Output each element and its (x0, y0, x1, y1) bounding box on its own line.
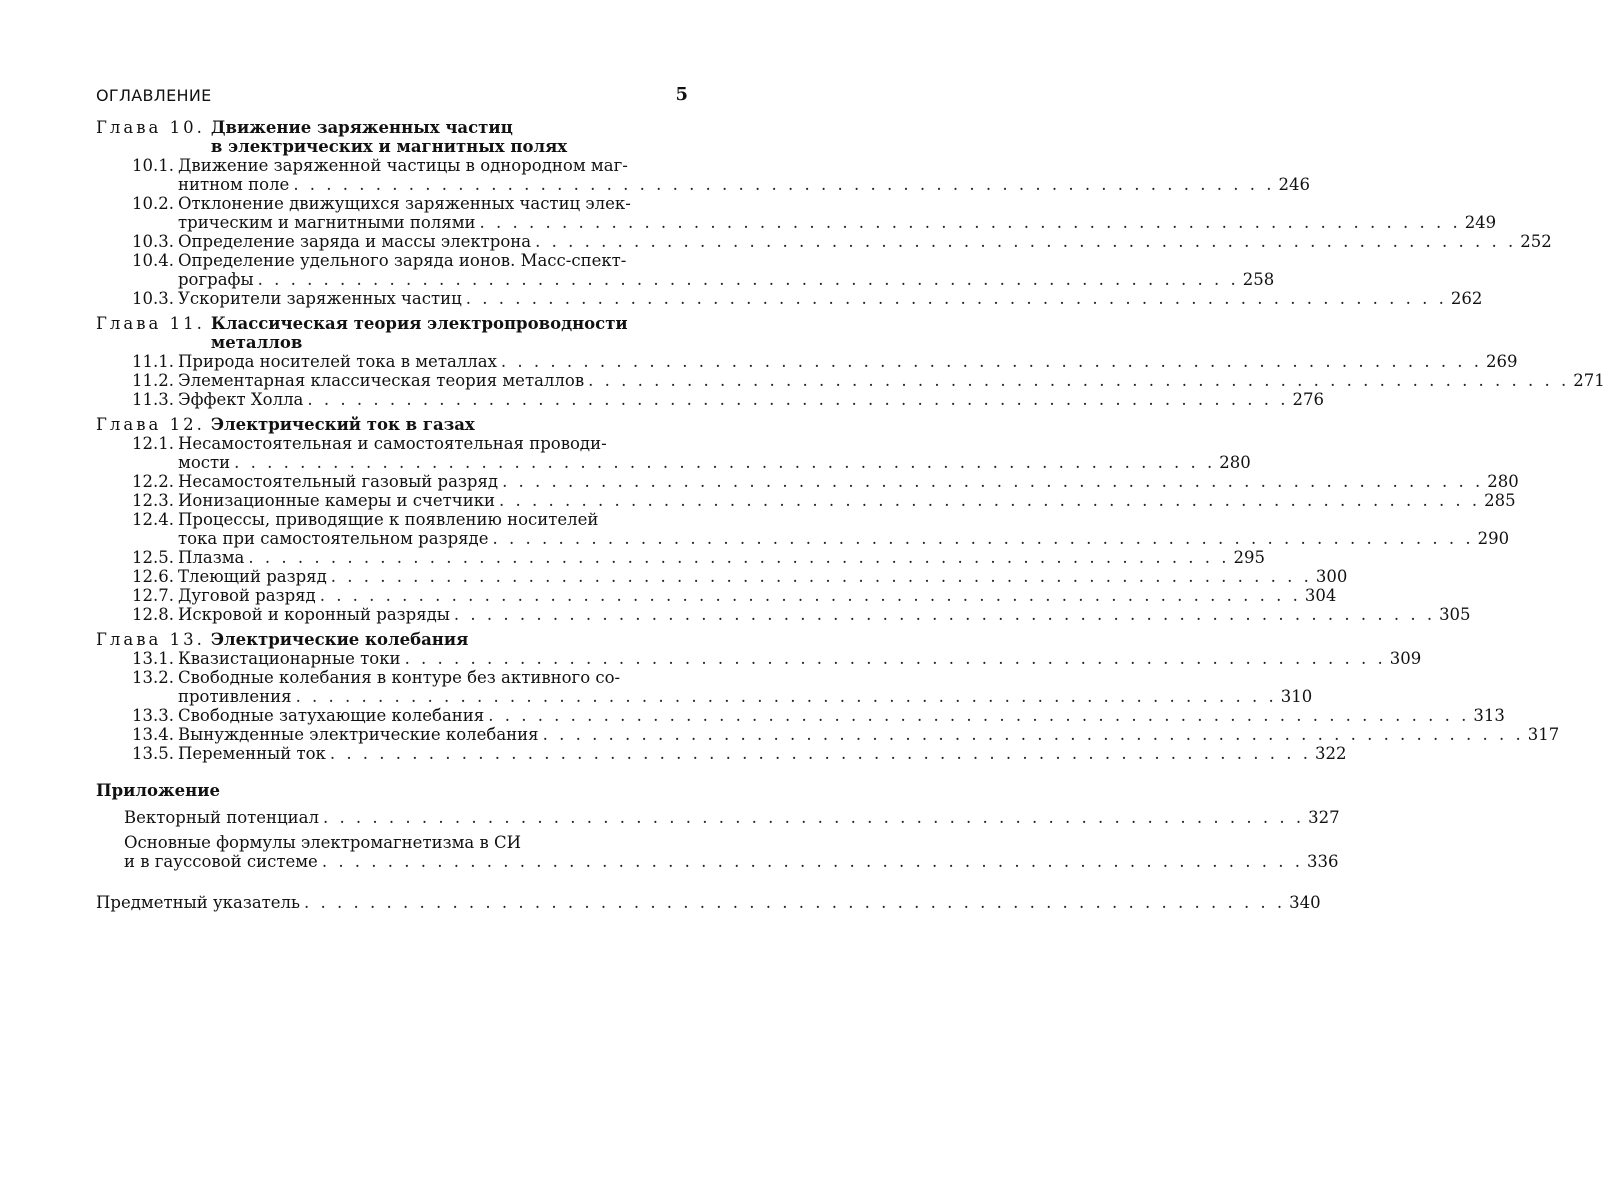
section-body (178, 472, 1519, 491)
section-body (178, 605, 1471, 624)
dot-leader: . . . . . . . . . . . . . . . . . . . . . . . . . . . . . . . . . . . . . . . . . . . . . . . . . . . . . . . . . . . . (319, 586, 1301, 605)
entry-text-line: Определение удельного заряда ионов. Масс-спект- (178, 251, 627, 270)
section-number: 10.3. (132, 289, 174, 308)
section-entry (128, 289, 1483, 308)
section-number: 12.3. (132, 491, 174, 510)
chapter-title-line: в электрических и магнитных полях (210, 137, 568, 156)
entry-row (178, 491, 1516, 510)
entry-page-number: 271 (1573, 371, 1605, 390)
entry-text: Переменный ток (178, 744, 326, 763)
entry-row (178, 529, 1510, 548)
section-entry (128, 706, 1505, 725)
page-title: ОГЛАВЛЕНИЕ (96, 86, 212, 105)
dot-leader: . . . . . . . . . . . . . . . . . . . . . . . . . . . . . . . . . . . . . . . . . . . . . . . . . . . . . . . . . . . . (500, 352, 1483, 371)
entry-page-number: 280 (1487, 472, 1519, 491)
entry-text: Ионизационные камеры и счетчики (178, 491, 496, 510)
section-entry (128, 491, 1516, 510)
chapter-title-line: Движение заряженных частиц (210, 118, 513, 137)
entry-page-number: 336 (1306, 852, 1339, 871)
entry-row (178, 175, 1310, 194)
dot-leader: . . . . . . . . . . . . . . . . . . . . . . . . . . . . . . . . . . . . . . . . . . . . . . . . . . . . . . . . . . . . (465, 289, 1447, 308)
section-number: 10.4. (132, 251, 174, 270)
section-number: 11.3. (132, 390, 174, 409)
chapter-title (205, 118, 567, 156)
section-entry (128, 390, 1325, 409)
entry-text-line: Движение заряженной частицы в однородном маг- (178, 156, 628, 175)
section-body (178, 706, 1505, 725)
dot-leader: . . . . . . . . . . . . . . . . . . . . . . . . . . . . . . . . . . . . . . . . . . . . . . . . . . . . . . . . . . . . (329, 744, 1311, 763)
entry-row (178, 744, 1347, 763)
dot-leader: . . . . . . . . . . . . . . . . . . . . . . . . . . . . . . . . . . . . . . . . . . . . . . . . . . . . . . . . . . . . (321, 852, 1303, 871)
appendix (96, 781, 1340, 871)
entry-row (178, 649, 1422, 668)
dot-leader: . . . . . . . . . . . . . . . . . . . . . . . . . . . . . . . . . . . . . . . . . . . . . . . . . . . . . . . . . . . . (257, 270, 1239, 289)
entry-page-number: 310 (1280, 687, 1313, 706)
entry-text-line: Процессы, приводящие к появлению носителей (178, 510, 599, 529)
dot-leader: . . . . . . . . . . . . . . . . . . . . . . . . . . . . . . . . . . . . . . . . . . . . . . . . . . . . . . . . . . . . (293, 175, 1275, 194)
chapter-title (205, 630, 468, 649)
entry-page-number: 262 (1450, 289, 1483, 308)
entry-text: Дуговой разряд (178, 586, 316, 605)
entry-text: Несамостоятельный газовый разряд (178, 472, 499, 491)
section-body (178, 371, 1605, 390)
dot-leader: . . . . . . . . . . . . . . . . . . . . . . . . . . . . . . . . . . . . . . . . . . . . . . . . . . . . . . . . . . . . (295, 687, 1277, 706)
appendix-item (124, 808, 1340, 827)
section-entry (128, 194, 1497, 232)
dot-leader: . . . . . . . . . . . . . . . . . . . . . . . . . . . . . . . . . . . . . . . . . . . . . . . . . . . . . . . . . . . . (307, 390, 1289, 409)
entry-page-number: 313 (1473, 706, 1505, 725)
section-body (178, 251, 1275, 289)
section-entry (128, 352, 1518, 371)
chapter-heading (96, 314, 688, 352)
entry-row (178, 567, 1348, 586)
section-number: 12.6. (132, 567, 174, 586)
entry-page-number: 280 (1219, 453, 1251, 472)
chapter (96, 314, 1605, 409)
entry-text: противления (178, 687, 292, 706)
entry-page-number: 309 (1389, 649, 1422, 668)
section-number: 13.4. (132, 725, 174, 744)
entry-text: Плазма (178, 548, 245, 567)
entry-text: Определение заряда и массы электрона (178, 232, 532, 251)
entry-text: Искровой и коронный разряды (178, 605, 450, 624)
entry-row (178, 706, 1505, 725)
section-entry (128, 251, 1275, 289)
dot-leader: . . . . . . . . . . . . . . . . . . . . . . . . . . . . . . . . . . . . . . . . . . . . . . . . . . . . . . . . . . . . (542, 725, 1524, 744)
section-number: 10.2. (132, 194, 174, 213)
section-number: 10.3. (132, 232, 174, 251)
section-number: 12.2. (132, 472, 174, 491)
chapter-heading (96, 630, 688, 649)
dot-leader: . . . . . . . . . . . . . . . . . . . . . . . . . . . . . . . . . . . . . . . . . . . . . . . . . . . . . . . . . . . . (234, 453, 1216, 472)
page-number: 5 (675, 84, 688, 105)
appendix-item (124, 833, 1339, 871)
entry-text: тока при самостоятельном разряде (178, 529, 489, 548)
chapter-label: Глава 10. (96, 118, 205, 137)
dot-leader: . . . . . . . . . . . . . . . . . . . . . . . . . . . . . . . . . . . . . . . . . . . . . . . . . . . . . . . . . . . . (488, 706, 1470, 725)
chapter-title (205, 415, 475, 434)
entry-page-number: 276 (1292, 390, 1325, 409)
section-body (178, 434, 1251, 472)
chapter-heading (96, 415, 688, 434)
entry-text: Эффект Холла (178, 390, 304, 409)
chapter-title-line: металлов (210, 333, 303, 352)
entry-row (178, 687, 1313, 706)
section-body (178, 668, 1313, 706)
section-number: 12.4. (132, 510, 174, 529)
dot-leader: . . . . . . . . . . . . . . . . . . . . . . . . . . . . . . . . . . . . . . . . . . . . . . . . . . . . . . . . . . . . (304, 893, 1286, 912)
entry-page-number: 300 (1315, 567, 1348, 586)
dot-leader: . . . . . . . . . . . . . . . . . . . . . . . . . . . . . . . . . . . . . . . . . . . . . . . . . . . . . . . . . . . . (453, 605, 1436, 624)
dot-leader: . . . . . . . . . . . . . . . . . . . . . . . . . . . . . . . . . . . . . . . . . . . . . . . . . . . . . . . . . . . . (248, 548, 1230, 567)
entry-row (178, 605, 1471, 624)
section-entry (128, 548, 1266, 567)
dot-leader: . . . . . . . . . . . . . . . . . . . . . . . . . . . . . . . . . . . . . . . . . . . . . . . . . . . . . . . . . . . . (330, 567, 1312, 586)
entry-text: мости (178, 453, 231, 472)
dot-leader: . . . . . . . . . . . . . . . . . . . . . . . . . . . . . . . . . . . . . . . . . . . . . . . . . . . . . . . . . . . . (588, 371, 1570, 390)
entry-text: Векторный потенциал (124, 808, 319, 827)
entry-page-number: 304 (1304, 586, 1337, 605)
section-body (178, 352, 1518, 371)
section-number: 12.5. (132, 548, 174, 567)
page-header (96, 86, 688, 108)
section-body (178, 510, 1510, 548)
entry-page-number: 258 (1242, 270, 1275, 289)
chapter-label: Глава 13. (96, 630, 205, 649)
section-entry (128, 668, 1313, 706)
entry-text: трическим и магнитными полями (178, 213, 476, 232)
table-of-contents (96, 118, 1605, 912)
index-page-number: 340 (1289, 893, 1321, 912)
entry-text: Природа носителей тока в металлах (178, 352, 497, 371)
entry-row (124, 808, 1340, 827)
section-entry (128, 567, 1348, 586)
entry-page-number: 246 (1278, 175, 1310, 194)
entry-row (178, 472, 1519, 491)
entry-page-number: 317 (1527, 725, 1560, 744)
entry-text-line: Отклонение движущихся заряженных частиц элек- (178, 194, 631, 213)
entry-text: Элементарная классическая теория металлов (178, 371, 585, 390)
section-entry (128, 605, 1471, 624)
dot-leader: . . . . . . . . . . . . . . . . . . . . . . . . . . . . . . . . . . . . . . . . . . . . . . . . . . . . . . . . . . . . (479, 213, 1461, 232)
chapter-label: Глава 12. (96, 415, 205, 434)
index-label: Предметный указатель (96, 893, 301, 912)
section-body (178, 744, 1347, 763)
chapter-heading (96, 118, 688, 156)
entry-row (178, 390, 1325, 409)
section-number: 13.5. (132, 744, 174, 763)
entry-page-number: 269 (1486, 352, 1518, 371)
section-entry (128, 586, 1337, 605)
subject-index-entry (96, 893, 1321, 912)
section-number: 11.1. (132, 352, 174, 371)
entry-row (178, 725, 1560, 744)
entry-text-line: Основные формулы электромагнетизма в СИ (124, 833, 522, 852)
section-entry (128, 472, 1519, 491)
entry-text: Свободные затухающие колебания (178, 706, 485, 725)
entry-page-number: 305 (1439, 605, 1471, 624)
entry-text: нитном поле (178, 175, 290, 194)
section-entry (128, 725, 1560, 744)
chapter (96, 118, 1552, 308)
entry-row (178, 548, 1266, 567)
chapter (96, 630, 1560, 763)
entry-page-number: 252 (1520, 232, 1552, 251)
chapter-title-line: Электрические колебания (210, 630, 469, 649)
entry-row (178, 371, 1605, 390)
chapter-title (205, 314, 628, 352)
section-entry (128, 744, 1347, 763)
entry-text: Тлеющий разряд (178, 567, 327, 586)
entry-text: Вынужденные электрические колебания (178, 725, 539, 744)
chapter (96, 415, 1519, 624)
section-number: 13.1. (132, 649, 174, 668)
entry-row (178, 270, 1275, 289)
entry-text: Квазистационарные токи (178, 649, 401, 668)
entry-text: рографы (178, 270, 254, 289)
section-body (178, 194, 1497, 232)
entry-text: и в гауссовой системе (124, 852, 318, 871)
dot-leader: . . . . . . . . . . . . . . . . . . . . . . . . . . . . . . . . . . . . . . . . . . . . . . . . . . . . . . . . . . . . (502, 472, 1484, 491)
section-number: 11.2. (132, 371, 174, 390)
section-body (178, 725, 1560, 744)
entry-row (178, 213, 1497, 232)
section-entry (128, 434, 1251, 472)
section-body (178, 649, 1422, 668)
entry-text-line: Свободные колебания в контуре без активного со- (178, 668, 621, 687)
entry-page-number: 285 (1484, 491, 1516, 510)
dot-leader: . . . . . . . . . . . . . . . . . . . . . . . . . . . . . . . . . . . . . . . . . . . . . . . . . . . . . . . . . . . . (404, 649, 1386, 668)
entry-page-number: 249 (1464, 213, 1497, 232)
entry-text: Ускорители заряженных частиц (178, 289, 462, 308)
section-number: 13.3. (132, 706, 174, 725)
section-body (178, 586, 1337, 605)
chapter-label: Глава 11. (96, 314, 205, 333)
entry-row (96, 893, 1321, 912)
dot-leader: . . . . . . . . . . . . . . . . . . . . . . . . . . . . . . . . . . . . . . . . . . . . . . . . . . . . . . . . . . . . (535, 232, 1517, 251)
section-entry (128, 156, 1310, 194)
entry-page-number: 295 (1233, 548, 1266, 567)
section-body (178, 232, 1552, 251)
section-body (178, 491, 1516, 510)
section-number: 12.1. (132, 434, 174, 453)
section-number: 10.1. (132, 156, 174, 175)
entry-page-number: 322 (1314, 744, 1347, 763)
section-number: 12.7. (132, 586, 174, 605)
entry-row (178, 586, 1337, 605)
entry-page-number: 290 (1477, 529, 1510, 548)
entry-row (178, 289, 1483, 308)
section-number: 13.2. (132, 668, 174, 687)
section-body (178, 390, 1325, 409)
section-entry (128, 649, 1422, 668)
section-body (178, 548, 1266, 567)
dot-leader: . . . . . . . . . . . . . . . . . . . . . . . . . . . . . . . . . . . . . . . . . . . . . . . . . . . . . . . . . . . . (492, 529, 1474, 548)
section-entry (128, 371, 1605, 390)
section-body (178, 156, 1310, 194)
dot-leader: . . . . . . . . . . . . . . . . . . . . . . . . . . . . . . . . . . . . . . . . . . . . . . . . . . . . . . . . . . . . (499, 491, 1481, 510)
entry-row (178, 453, 1251, 472)
section-number: 12.8. (132, 605, 174, 624)
chapter-title-line: Классическая теория электропроводности (210, 314, 628, 333)
entry-page-number: 327 (1308, 808, 1340, 827)
section-body (178, 567, 1348, 586)
entry-row (178, 352, 1518, 371)
dot-leader: . . . . . . . . . . . . . . . . . . . . . . . . . . . . . . . . . . . . . . . . . . . . . . . . . . . . . . . . . . . . (322, 808, 1305, 827)
entry-row (178, 232, 1552, 251)
section-entry (128, 510, 1510, 548)
section-entry (128, 232, 1552, 251)
appendix-title: Приложение (96, 781, 220, 800)
entry-text-line: Несамостоятельная и самостоятельная проводи- (178, 434, 607, 453)
section-body (178, 289, 1483, 308)
entry-row (124, 852, 1339, 871)
chapter-title-line: Электрический ток в газах (210, 415, 475, 434)
